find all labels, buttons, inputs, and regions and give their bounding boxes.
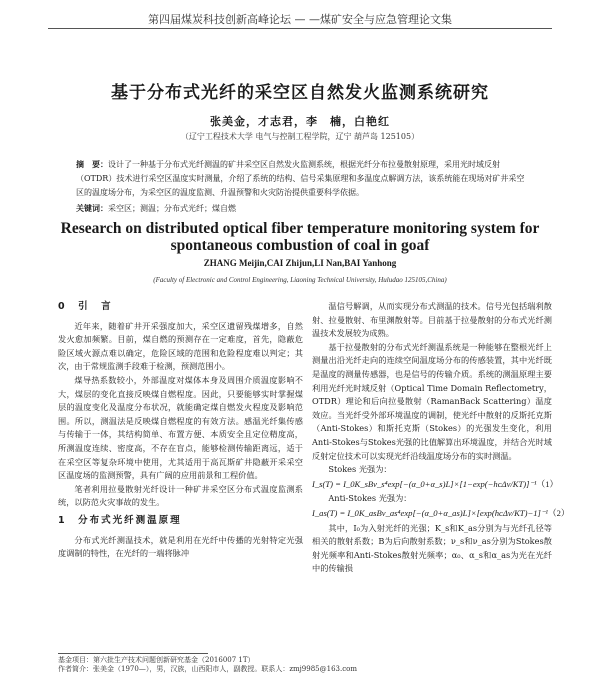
header-rule <box>48 28 552 29</box>
keywords-cn <box>76 203 526 214</box>
paper-title-cn: 基于分布式光纤的采空区自然发火监测系统研究 <box>111 83 489 103</box>
paper-title-en: Research on distributed optical fiber temperature monitoring system for spontaneous combustion of coal in goaf <box>60 220 540 254</box>
keywords-label: 关键词： <box>76 203 108 213</box>
affiliation-en: (Faculty of Electronic and Control Engineering, Liaoning Technical University, Huludao 125105,China) <box>153 276 447 284</box>
abstract-cn <box>76 157 526 200</box>
abstract-text: 设计了一种基于分布式光纤测温的矿井采空区自然发火监测系统，根据光纤分布拉曼散射原理，采用光时域反射（OTDR）技术进行采空区温度实时测量，介绍了系统的结构、信号采集原理和多温度点解调方法，该系统能在现场对矿井采空区的温度场分布，为采空区的温度监测、升温预警和火灾防治提供重要科学依据。 <box>76 160 525 197</box>
keywords-text: 采空区；测温；分布式光纤；煤自燃 <box>108 204 236 213</box>
affiliation-cn: （辽宁工程技术大学 电气与控制工程学院，辽宁 葫芦岛 125105） <box>180 132 420 141</box>
section-heading-principle: 1 分布式光纤测温原理 <box>58 514 182 526</box>
left-column <box>58 300 303 561</box>
abstract-label: 摘 要： <box>76 159 108 169</box>
equation-stokes <box>312 478 559 492</box>
body-paragraph: 基于拉曼散射的分布式光纤测温系统是一种能够在整根光纤上测量出沿光纤走向的连续空间温度场分布的传感装置，其中光纤既是温度的测量传感器，也是信号的传输介质。系统的测温原理主要利用光纤光时域反射（Optical Time Domain Reflectometry，OTDR）理论和后向拉曼散射（RamanBack Scattering）温度效应。当光纤受外部环境温度的调制，使光纤中散射的反斯托克斯（Anti-Stokes）和斯托克斯（Stokes）的光强发生变化，利用Anti-Stokes与Stokes光强的比值解算出环境温度，并结合光时域反射定位技术可以实现光纤沿线温度场分布的实时测温。 <box>312 341 552 461</box>
body-paragraph: 笔者利用拉曼散射光纤设计一种矿井采空区分布式温度监测系统，以防范火灾事故的发生。 <box>58 483 303 508</box>
equation-label-anti-stokes: Anti-Stokes 光强为： <box>328 493 412 504</box>
footnote-rule <box>58 653 208 654</box>
equation-label-stokes: Stokes 光强为： <box>328 464 392 475</box>
equation-anti-stokes <box>312 507 570 521</box>
running-head: 第四届煤炭科技创新高峰论坛 — —煤矿安全与应急管理论文集 <box>148 13 452 26</box>
equation-formula: I_s(T) = I_0K_sBν_s⁴exp[−(α_0+α_s)L]×[1−exp(−hcΔν/KT)]⁻¹ <box>312 478 537 489</box>
equation-formula: I_as(T) = I_0K_asBν_as⁴exp[−(α_0+α_as)L]×[exp(hcΔν/KT)−1]⁻¹ <box>312 507 548 518</box>
footnote-author: 作者简介：张美金（1970—），男，汉族，山西阳市人，副教授。联系人：zmj9985@163.com <box>58 665 357 673</box>
body-paragraph: 分布式光纤测温技术，就是利用在光纤中传播的光射特定光强度调制的特性，在光纤的一端将脉冲 <box>58 534 303 559</box>
right-column <box>312 300 570 576</box>
section-heading-intro: 0 引 言 <box>58 301 113 312</box>
body-paragraph: 煤导热系数较小，外部温度对煤体本身及周围介质温度影响不大，煤层的变化直接反映煤自燃程度。因此，只要能够实时掌握煤层的温度变化及温度分布状况，就能确定煤自燃发火程度及影响范围。所以，测温法是反映煤自燃程度的有效方法。感温光纤集传感与传输于一体，其结构简单、布置方便、本质安全且定位精度高，所测温度连续、密度高，不存在盲点，能够检测传输距离远，适于在采空区等复杂环境中使用，尤其适用于高瓦斯矿井隐蔽开采采空区温度场的监测预警，具有广阔的应用前景和工程价值。 <box>58 374 303 481</box>
footnote-fund: 基金项目：第六批生产技术问题创新研究基金（2016007 1T） <box>58 656 255 664</box>
authors-cn: 张美金，才志君，李 楠，白艳红 <box>210 115 390 128</box>
authors-en: ZHANG Meijin,CAI Zhijun,LI Nan,BAI Yanhong <box>203 258 397 268</box>
body-paragraph: 其中，I₀为入射光纤的光强；K_s和K_as分别为与光纤孔径等相关的散射系数；B为后向散射系数；ν_s和ν_as分别为Stokes散射光频率和Anti-Stokes散射光频率；α₀、α_s和α_as为光在光纤中的传输损 <box>312 522 552 574</box>
body-paragraph: 近年来，随着矿井开采强度加大，采空区遗留残煤增多，自然发火愈加频繁。目前，煤自燃的预测存在一定难度，首先，隐蔽危险区域火源点难以确定，危险区域的范围和危险程度难以判定；其次，由于常规监测手段难于检测，预测范围小。 <box>58 320 303 372</box>
equation-number: （1） <box>536 478 559 489</box>
body-paragraph: 温信号解调，从而实现分布式测温的技术。信号光包括瑞利散射、拉曼散射、布里渊散射等。目前基于拉曼散射的分布式光纤测温技术发展较为成熟。 <box>312 301 552 339</box>
equation-number: （2） <box>548 507 570 518</box>
footnote <box>58 656 558 674</box>
